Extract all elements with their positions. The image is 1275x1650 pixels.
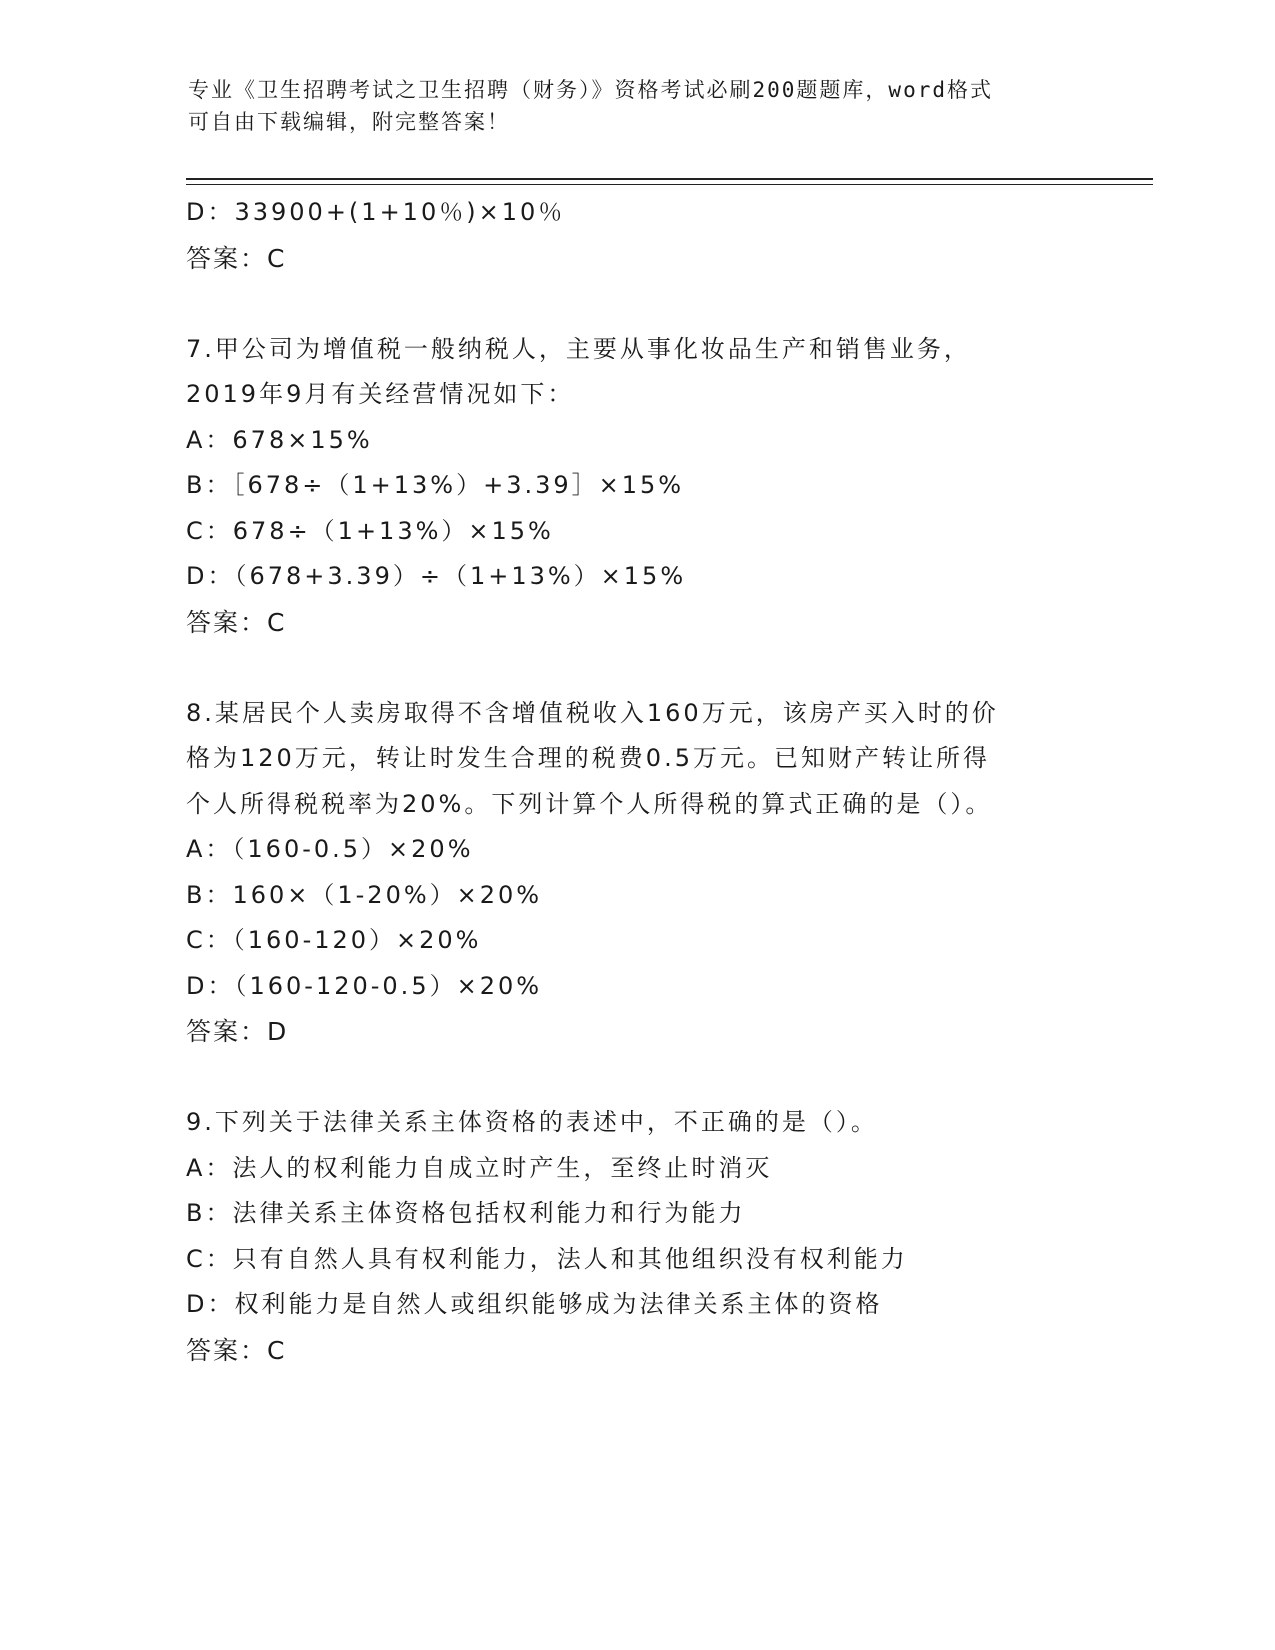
question-8 [186, 691, 1086, 1056]
q6-option-d: D：33900+(1+10％)×10％ [186, 198, 566, 226]
question-6-tail [186, 190, 1086, 282]
q7-option-b: B：［678÷（1+13%）+3.39］×15% [186, 471, 685, 499]
header-title-line-1: 专业《卫生招聘考试之卫生招聘（财务）》资格考试必刷200题题库，word格式 [188, 78, 993, 102]
q8-answer: 答案：D [186, 1017, 289, 1046]
q9-option-b: B：法律关系主体资格包括权利能力和行为能力 [186, 1199, 746, 1227]
q8-option-c: C：（160-120）×20% [186, 926, 482, 954]
q7-answer: 答案：C [186, 607, 287, 637]
page-header [188, 74, 1088, 138]
q7-stem-line-1: 7.甲公司为增值税一般纳税人，主要从事化妆品生产和销售业务， [186, 334, 971, 363]
q8-stem-line-2: 格为120万元，转让时发生合理的税费0.5万元。已知财产转让所得 [186, 744, 990, 772]
q8-stem-line-1: 8.某居民个人卖房取得不含增值税收入160万元，该房产买入时的价 [186, 698, 999, 727]
header-rule-thick [186, 178, 1153, 180]
q9-answer: 答案：C [186, 1335, 287, 1365]
spacer [186, 282, 1086, 327]
q7-option-d: D：（678+3.39）÷（1+13%）×15% [186, 562, 687, 590]
spacer [186, 1055, 1086, 1100]
q7-option-c: C：678÷（1+13%）×15% [186, 516, 554, 545]
q8-option-a: A：（160-0.5）×20% [186, 835, 474, 863]
q7-stem-line-2: 2019年9月有关经营情况如下： [186, 380, 575, 408]
q8-option-b: B：160×（1-20%）×20% [186, 880, 543, 909]
question-content [186, 190, 1086, 1374]
question-9 [186, 1100, 1086, 1374]
q7-option-a: A：678×15% [186, 425, 373, 454]
question-7 [186, 327, 1086, 646]
q9-option-c: C：只有自然人具有权利能力，法人和其他组织没有权利能力 [186, 1244, 908, 1273]
header-rule-thin [186, 184, 1153, 185]
q8-option-d: D：（160-120-0.5）×20% [186, 971, 543, 1000]
q9-option-a: A：法人的权利能力自成立时产生，至终止时消灭 [186, 1153, 773, 1182]
q6-answer: 答案：C [186, 243, 287, 273]
q9-stem-line-1: 9.下列关于法律关系主体资格的表述中，不正确的是（）。 [186, 1108, 878, 1136]
q8-stem-line-3: 个人所得税税率为20%。下列计算个人所得税的算式正确的是（）。 [186, 789, 993, 818]
spacer [186, 646, 1086, 691]
q9-option-d: D：权利能力是自然人或组织能够成为法律关系主体的资格 [186, 1290, 883, 1318]
header-title-line-2: 可自由下载编辑，附完整答案！ [188, 110, 510, 134]
